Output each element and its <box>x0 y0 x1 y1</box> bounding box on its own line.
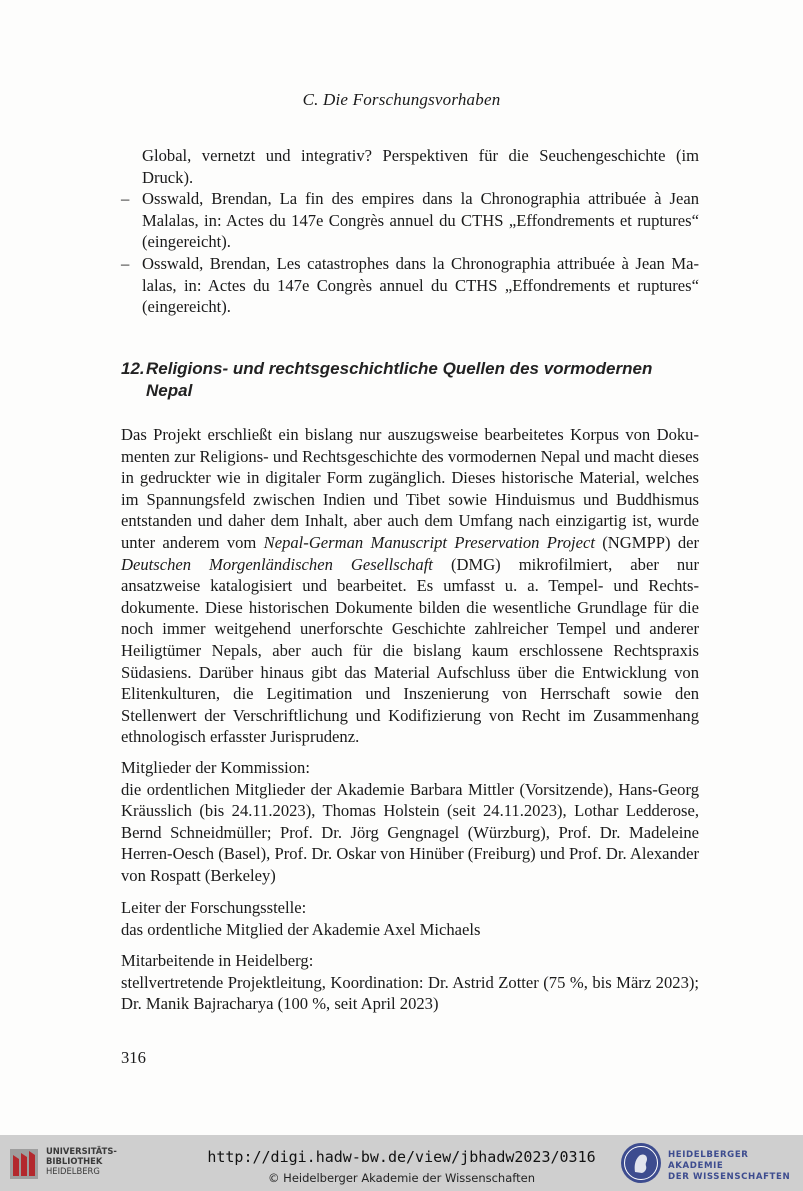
body-text: (DMG) mikrofilmiert, aber nur ansatzweise katalogisiert und bearbeitet. Es umfasst u. a. Tempel- und Rechtsdokumente. Diese historischen Dokumente bilden die wesentliche Grundlage für die noch immer weitgehend unerforschte Geschichte zahlreicher Tempel und anderer Heiligtümer Nepals, aber auch für die bislang kaum erschlossene Rechtspraxis Südasiens. Darüber hinaus gibt das Material Aufschluss über die Entwicklung von Elitenkulturen, die Legitimation und Inszenierung von Herrschaft sowie den Stellenwert der Verschriftlichung und Kodifizierung von Recht im Zusammenhang ethnologisch erfasster Jurisprudenz. <box>121 554 699 747</box>
section-title: Religions- und rechtsgeschichtliche Quellen des vormodernen Nepal <box>146 359 653 400</box>
page-number: 316 <box>121 1048 146 1067</box>
leader-block <box>121 897 699 940</box>
section-number: 12. <box>121 359 145 378</box>
staff-text: stellvertretende Projektleitung, Koordination: Dr. Astrid Zotter (75 %, bis März 2023); Dr. Manik Bajracharya (100 %, seit April 2023) <box>121 972 699 1014</box>
running-head: C. Die Forschungsvorhaben <box>302 90 501 109</box>
ub-line: HEIDELBERG <box>46 1166 100 1176</box>
academy-line: HEIDELBERGER AKADEMIE <box>668 1150 749 1171</box>
copyright-notice: © Heidelberger Akademie der Wissenschaften <box>268 1171 535 1185</box>
academy-line: DER WISSENSCHAFTEN <box>668 1172 791 1182</box>
ub-line: BIBLIOTHEK <box>46 1156 103 1166</box>
society-name: Deutschen Morgenländischen Gesellschaft <box>121 554 433 574</box>
list-dash: – <box>121 189 130 209</box>
leader-text: das ordentliche Mitglied der Akademie Axel Michaels <box>121 919 481 939</box>
members-text: die ordentlichen Mitglieder der Akademie Barbara Mittler (Vorsitzende), Hans-Georg Kräusslich (bis 24.11.2023), Thomas Holstein (seit 24.11.2023), Lothar Ledderose, Bernd Schneidmüller; Prof. Dr. Jörg Gengnagel (Würzburg), Prof. Dr. Madeleine Herren-Oesch (Basel), Prof. Dr. Oskar von Hinüber (Freiburg) und Prof. Dr. Alexander von Rospatt (Berkeley) <box>121 779 699 885</box>
project-name: Nepal-German Manuscript Preservation Project <box>263 532 595 552</box>
staff-block <box>121 950 699 1015</box>
academy-name <box>668 1150 803 1183</box>
academy-seal-icon[interactable] <box>620 1142 662 1184</box>
staff-label: Mitarbeitende in Heidelberg: <box>121 951 314 970</box>
ub-line: UNIVERSITÄTS- <box>46 1146 117 1156</box>
bibliography-entry: Osswald, Brendan, Les catastrophes dans la Chronographia attribuée à Jean Malalas, in: Actes du 147e Congrès annuel du CTHS „Effondrements et ruptures“ (eingereicht). <box>142 253 699 317</box>
viewer-footer <box>0 1135 803 1191</box>
permalink-url[interactable]: http://digi.hadw-bw.de/view/jbhadw2023/0316 <box>207 1148 596 1166</box>
body-text: (NGMPP) der <box>594 532 700 552</box>
bibliography-list <box>121 145 699 318</box>
leader-label: Leiter der Forschungsstelle: <box>121 898 307 917</box>
bibliography-item <box>121 188 699 253</box>
bibliography-entry: Osswald, Brendan, La fin des empires dans la Chronographia attribuée à Jean Malalas, in: Actes du 147e Congrès annuel du CTHS „Effondrements et ruptures“ (eingereicht). <box>142 189 699 252</box>
members-label: Mitglieder der Kommission: <box>121 758 310 777</box>
section-heading <box>121 358 701 402</box>
members-block <box>121 757 699 887</box>
list-dash: – <box>121 253 130 273</box>
body-text: Das Projekt erschließt ein bislang nur auszugsweise bearbeitetes Korpus von Dokumenten zur Religions- und Rechtsgeschichte des vormodernen Nepal und macht dieses in gedruckter wie in digitaler Form zugänglich. Dieses historische Material, welches im Spannungsfeld zwischen Indien und Tibet sowie Hinduismus und Buddhismus entstanden und daher dem Inhalt, aber auch dem Umfang nach einzigartig ist, wurde unter anderem vom <box>121 425 699 552</box>
body-paragraph <box>121 424 699 748</box>
bibliography-item <box>121 253 699 318</box>
bibliography-continuation: Global, vernetzt und integrativ? Perspektiven für die Seuchengeschichte (im Druck). <box>142 146 699 187</box>
